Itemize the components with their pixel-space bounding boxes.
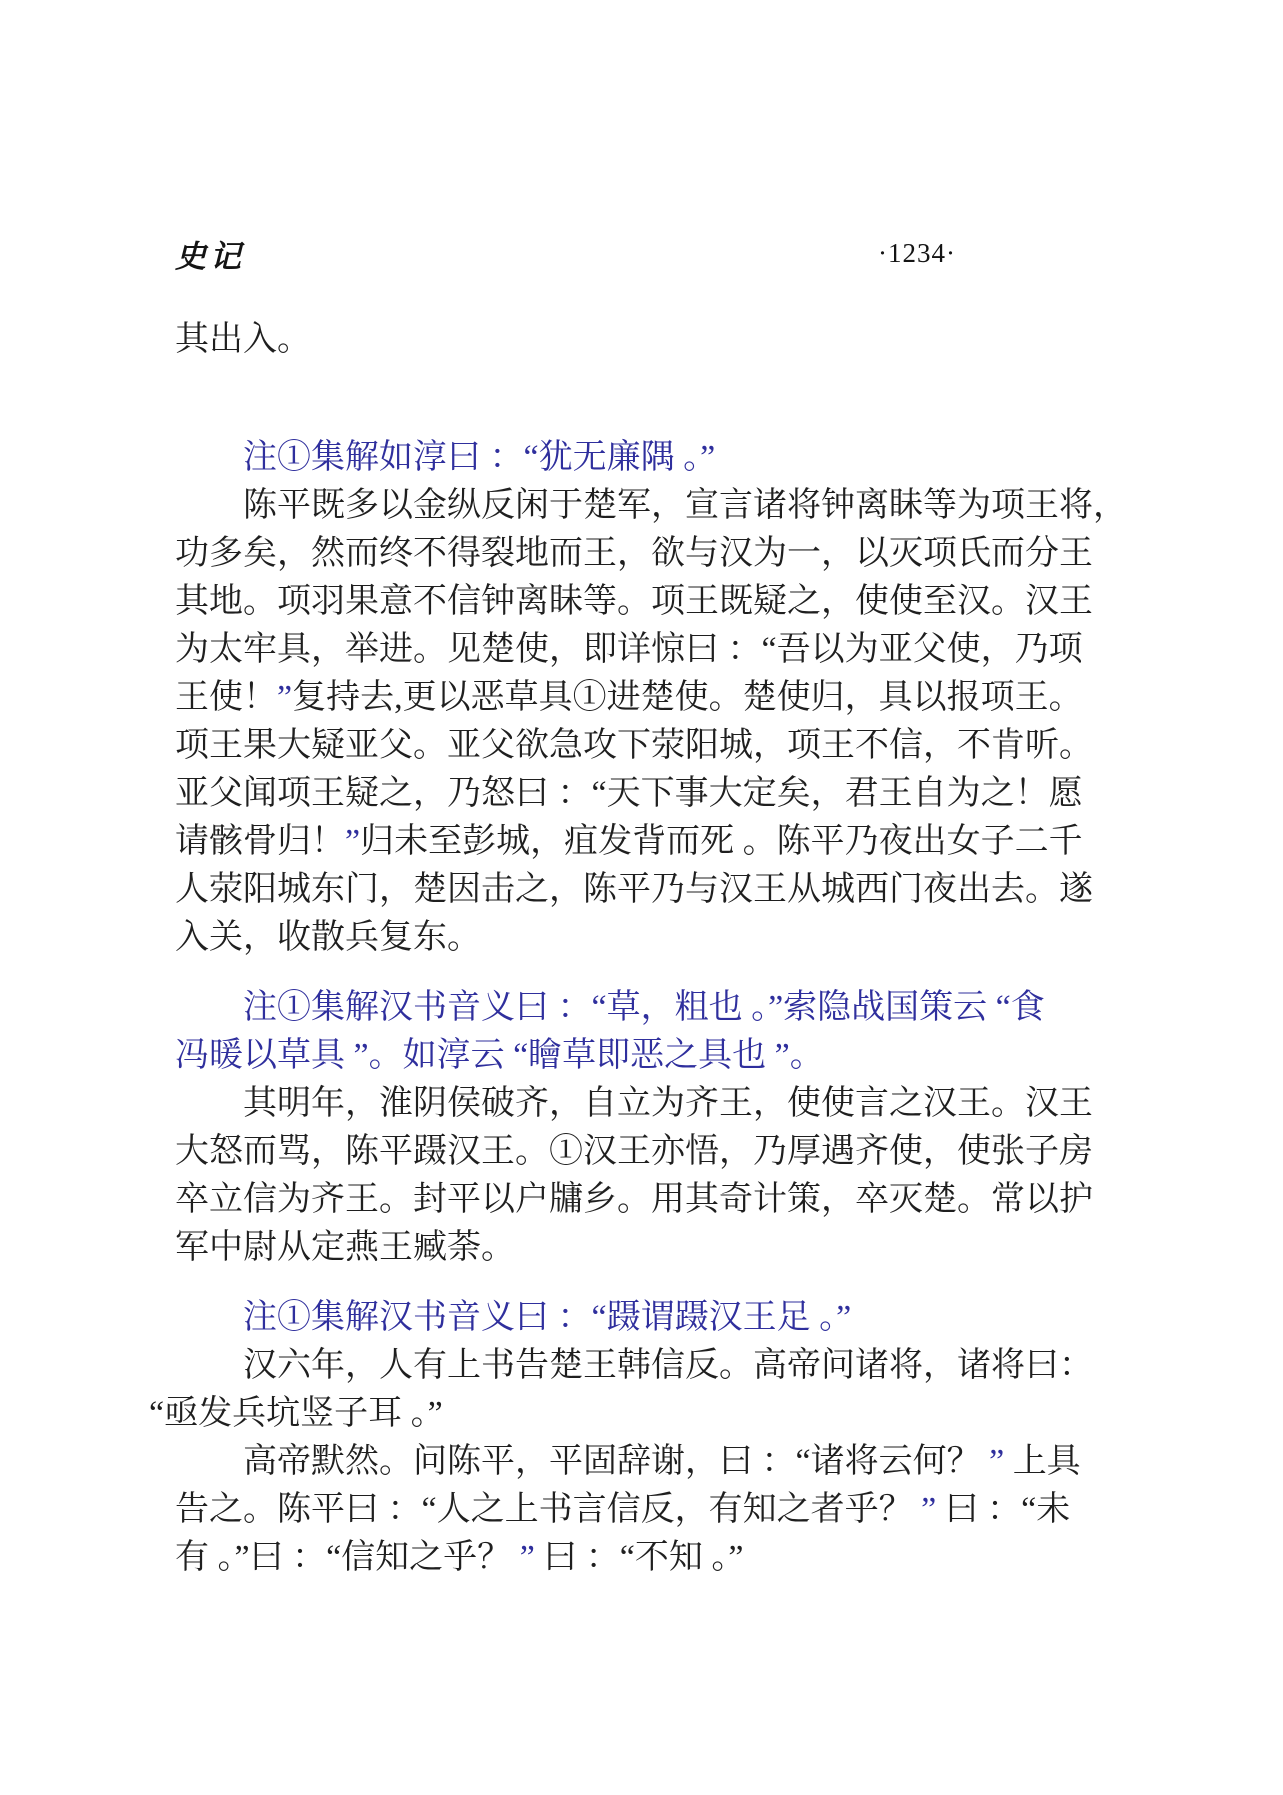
text-line <box>175 1176 1140 1224</box>
body-text-run: “亟发兵坑竖子耳 。” <box>149 1395 443 1432</box>
annotation-text: ” <box>345 823 361 860</box>
annotation-text: ” <box>519 1539 535 1576</box>
text-line <box>175 316 1140 364</box>
text-line <box>149 1390 1140 1438</box>
body-text-run: 军中尉从定燕王臧荼。 <box>175 1229 515 1266</box>
annotation-text: ” <box>921 1491 937 1528</box>
body-text-run: 高帝默然。问陈平，平固辞谢，曰 ：“诸将云何？ <box>243 1443 990 1480</box>
body-text-run: 复持去,更以恶草具①进楚使。楚使归，具以报项王。 <box>292 679 1083 716</box>
body-text-run: 大怒而骂，陈平蹑汉王。①汉王亦悟，乃厚遇齐使，使张子房 <box>175 1133 1093 1170</box>
annotation-text: 冯暖以草具 ”。如淳云 “瞺草即恶之具也 ”。 <box>175 1037 824 1074</box>
text-line <box>175 1224 1140 1272</box>
annotation-text: ” <box>989 1443 1005 1480</box>
text-line <box>175 674 1140 722</box>
page-body <box>149 316 1140 1582</box>
body-text-run: 功多矣，然而终不得裂地而王，欲与汉为一，以灭项氏而分王 <box>175 535 1093 572</box>
body-text-run: 人荥阳城东门，楚因击之，陈平乃与汉王从城西门夜出去。遂 <box>175 871 1093 908</box>
text-line <box>175 1128 1140 1176</box>
text-line <box>175 722 1140 770</box>
text-line <box>175 434 1140 482</box>
text-line <box>175 818 1140 866</box>
body-text-run: 告之。陈平曰 ：“人之上书言信反，有知之者乎？ <box>175 1491 922 1528</box>
text-line <box>175 984 1140 1032</box>
body-text-run: 其明年，淮阴侯破齐，自立为齐王，使使言之汉王。汉王 <box>243 1085 1093 1122</box>
annotation-text: 注①集解汉书音义曰 ：“草，粗也 。”索隐战国策云 “食 <box>243 989 1045 1026</box>
text-line <box>175 1342 1140 1390</box>
body-text-run: 曰 ：“未 <box>936 1491 1071 1528</box>
body-text-run: 上具 <box>1004 1443 1081 1480</box>
annotation-text: 注①集解如淳曰 ：“犹无廉隅 。” <box>243 439 716 476</box>
text-line <box>175 482 1140 530</box>
body-text-run: 陈平既多以金纵反闲于楚军，宣言诸将钟离眛等为项王将， <box>243 487 1127 524</box>
body-text-run: 曰 ：“不知 。” <box>534 1539 744 1576</box>
body-text-run: 归未至彭城，疽发背而死 。陈平乃夜出女子二千 <box>360 823 1083 860</box>
text-line <box>175 626 1140 674</box>
page-title: 史记 <box>175 239 245 274</box>
text-line <box>175 1032 1140 1080</box>
annotation-text: 注①集解汉书音义曰 ：“蹑谓蹑汉王足 。” <box>243 1299 852 1336</box>
text-line <box>175 770 1140 818</box>
body-text-run: 为太牢具，举进。见楚使，即详惊曰 ：“吾以为亚父使，乃项 <box>175 631 1083 668</box>
body-text-run: 其地。项羽果意不信钟离眛等。项王既疑之，使使至汉。汉王 <box>175 583 1093 620</box>
text-line <box>175 914 1140 962</box>
text-line <box>175 1080 1140 1128</box>
text-line <box>175 866 1140 914</box>
text-line <box>175 1534 1140 1582</box>
text-line <box>175 578 1140 626</box>
text-line <box>175 1486 1140 1534</box>
body-text-run: 项王果大疑亚父。亚父欲急攻下荥阳城，项王不信，不肯听。 <box>175 727 1093 764</box>
body-text-run: 有 。”曰 ：“信知之乎？ <box>175 1539 520 1576</box>
body-text-run: 汉六年，人有上书告楚王韩信反。高帝问诸将，诸将曰： <box>243 1347 1093 1384</box>
body-text-run: 王使！ <box>175 679 277 716</box>
body-text-run: 入关，收散兵复东。 <box>175 919 481 956</box>
text-line <box>175 1438 1140 1486</box>
annotation-text: ” <box>277 679 293 716</box>
text-line <box>175 1294 1140 1342</box>
text-line <box>175 530 1140 578</box>
body-text-run: 其出入。 <box>175 321 311 358</box>
page-number: ·1234· <box>878 238 956 268</box>
body-text-run: 亚父闻项王疑之，乃怒曰 ：“天下事大定矣，君王自为之！愿 <box>175 775 1083 812</box>
body-text-run: 请骸骨归！ <box>175 823 345 860</box>
body-text-run: 卒立信为齐王。封平以户牗乡。用其奇计策，卒灭楚。常以护 <box>175 1181 1093 1218</box>
